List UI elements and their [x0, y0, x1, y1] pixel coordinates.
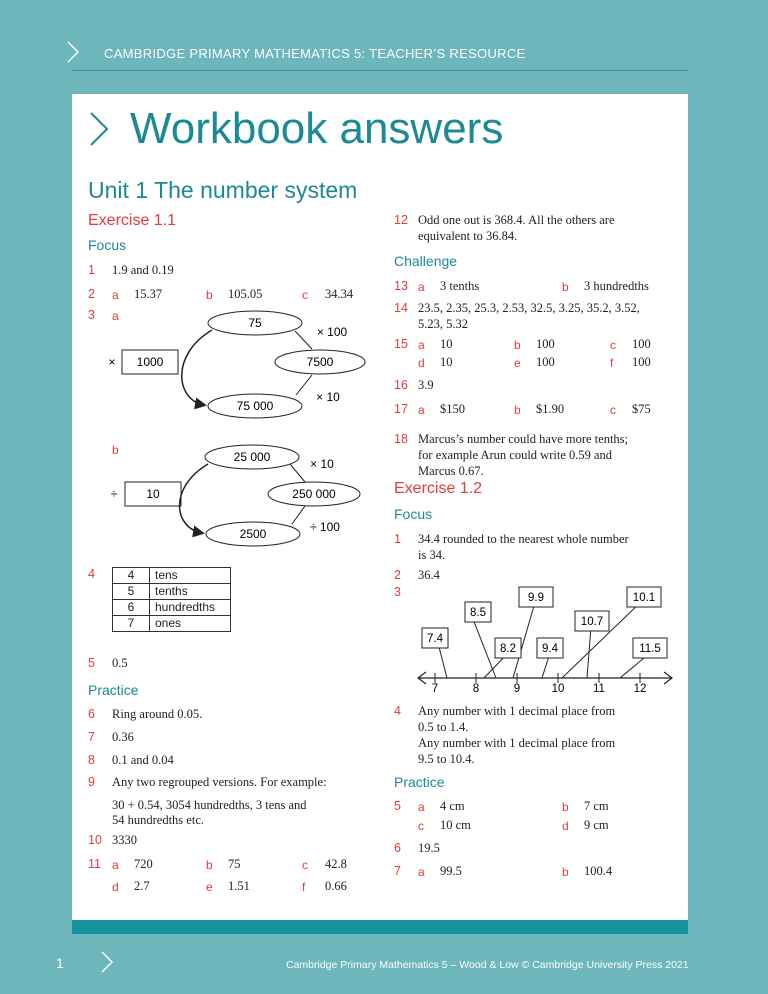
q12-answer: Odd one out is 368.4. All the others are: [418, 213, 615, 227]
e12-q5-answer-a: 4 cm: [440, 799, 465, 813]
q15-label-d: d: [418, 356, 425, 370]
practice-heading: Practice: [88, 682, 139, 698]
q13-label-b: b: [562, 280, 569, 294]
q10-answer: 3330: [112, 833, 137, 847]
q2-answer-c: 34.34: [325, 287, 354, 301]
diagram-a-mid-label: 7500: [306, 355, 334, 369]
q11-label-f: f: [302, 880, 306, 894]
e12-q1-answer-line2: is 34.: [418, 548, 446, 562]
q3-label-b: b: [112, 443, 119, 457]
q13-answer-a: 3 tenths: [440, 279, 480, 293]
tick-label-9: 9: [513, 683, 521, 695]
e12-q7-answer-b: 100.4: [584, 864, 613, 878]
tick-label-8: 8: [472, 683, 480, 695]
e12-q4-number: 4: [394, 704, 401, 718]
diagram-a-op2: × 10: [316, 390, 340, 404]
e12-q2-number: 2: [394, 568, 401, 582]
place-value-name: ones: [150, 616, 231, 632]
table-row: [113, 616, 231, 632]
diagram-a-box-label: 1000: [136, 355, 164, 369]
leader-8-5: [471, 614, 496, 678]
e12-q6-answer: 19.5: [418, 841, 440, 855]
place-value-digit: 7: [113, 616, 150, 632]
q2-answer-b: 105.05: [228, 287, 263, 301]
q15-label-c: c: [610, 338, 616, 352]
q11-label-d: d: [112, 880, 119, 894]
focus-heading: Focus: [88, 237, 127, 253]
q7-answer: 0.36: [112, 730, 134, 744]
footer-copyright: Cambridge Primary Mathematics 5 – Wood & Low © Cambridge University Press 2021: [286, 959, 689, 971]
diagram-b-arrow-left: [180, 464, 209, 533]
q5-number: 5: [88, 656, 95, 670]
place-value-name: tens: [150, 568, 231, 584]
e12-q5-answer-d: 9 cm: [584, 818, 609, 832]
e12-q7-number: 7: [394, 864, 401, 878]
q14-number: 14: [394, 301, 408, 315]
exercise-1-2-title: Exercise 1.2: [394, 480, 483, 497]
q13-label-a: a: [418, 280, 425, 294]
q17-answer-c: $75: [632, 402, 651, 416]
q17-label-a: a: [418, 403, 425, 417]
q1-answer: 1.9 and 0.19: [112, 263, 174, 277]
q7-number: 7: [88, 730, 95, 744]
q3-label-a: a: [112, 309, 119, 323]
e12-q5-answer-b: 7 cm: [584, 799, 609, 813]
q17-number: 17: [394, 402, 408, 416]
e12-q6-number: 6: [394, 841, 401, 855]
q13-answer-b: 3 hundredths: [584, 279, 649, 293]
q6-answer: Ring around 0.05.: [112, 707, 203, 721]
q15-label-b: b: [514, 338, 521, 352]
e12-q4-answer-line2: 0.5 to 1.4.: [418, 720, 469, 734]
tick-label-12: 12: [633, 683, 647, 695]
place-value-digit: 5: [113, 584, 150, 600]
q11-answer-e: 1.51: [228, 879, 250, 893]
number-line-diagram: [410, 585, 680, 695]
page-heading: Workbook answers: [130, 104, 504, 153]
header-rule: [72, 70, 688, 71]
label-11-5: 11.5: [639, 643, 661, 655]
q15-answer-e: 100: [536, 355, 555, 369]
e12-q7-label-a: a: [418, 865, 425, 879]
diagram-b-div-sign: ÷: [110, 487, 118, 501]
e12-q4-answer-line3: Any number with 1 decimal place from: [418, 736, 616, 750]
diagram-b-bot-label: 2500: [239, 527, 267, 541]
diagram-b-op1: × 10: [310, 457, 334, 471]
e12-q5-label-a: a: [418, 800, 425, 814]
q14-answer-line2: 5.23, 5.32: [418, 317, 468, 331]
q2-label-c: c: [302, 288, 308, 302]
q17-answer-a: $150: [440, 402, 465, 416]
e12-q2-answer: 36.4: [418, 568, 440, 582]
q2-answer-a: 15.37: [134, 287, 163, 301]
label-8-5: 8.5: [470, 607, 486, 619]
q1-number: 1: [88, 263, 95, 277]
e12-q5-answer-c: 10 cm: [440, 818, 471, 832]
q15-label-a: a: [418, 338, 425, 352]
tick-label-10: 10: [551, 683, 565, 695]
q18-number: 18: [394, 432, 408, 446]
diagram-b-op2: ÷ 100: [310, 520, 340, 534]
q10-number: 10: [88, 833, 102, 847]
q2-label-a: a: [112, 288, 119, 302]
label-8-2: 8.2: [500, 643, 516, 655]
diagram-a-arrow-top: [295, 331, 312, 349]
q9-number: 9: [88, 775, 95, 789]
q11-number: 11: [88, 857, 101, 871]
unit-title: Unit 1 The number system: [88, 177, 358, 203]
e12-q1-answer: 34.4 rounded to the nearest whole number: [418, 532, 629, 546]
heading-chevron-icon: [88, 110, 110, 148]
q8-number: 8: [88, 753, 95, 767]
table-row: [113, 584, 231, 600]
q15-label-f: f: [610, 356, 614, 370]
diagram-a-top-label: 75: [248, 316, 262, 330]
e12-q7-label-b: b: [562, 865, 569, 879]
label-7-4: 7.4: [427, 633, 443, 645]
place-value-digit: 4: [113, 568, 150, 584]
practice-heading-2: Practice: [394, 774, 445, 790]
q17-answer-b: $1.90: [536, 402, 565, 416]
q12-number: 12: [394, 213, 408, 227]
q16-answer: 3.9: [418, 378, 434, 392]
label-10-7: 10.7: [580, 616, 604, 628]
e12-q4-answer: Any number with 1 decimal place from: [418, 704, 616, 718]
tick-label-7: 7: [431, 683, 439, 695]
q11-label-c: c: [302, 858, 308, 872]
q11-answer-a: 720: [134, 857, 153, 871]
label-9-4: 9.4: [542, 643, 558, 655]
footer-bar: [72, 920, 688, 934]
focus-heading-2: Focus: [394, 506, 433, 522]
diagram-b: [100, 440, 390, 555]
q15-answer-b: 100: [536, 337, 555, 351]
e12-q5-label-d: d: [562, 819, 569, 833]
diagram-b-box-label: 10: [146, 487, 160, 501]
q12-answer-line2: equivalent to 36.84.: [418, 229, 518, 243]
e12-q5-label-c: c: [418, 819, 424, 833]
q15-answer-a: 10: [440, 337, 453, 351]
q17-label-c: c: [610, 403, 616, 417]
e12-q5-label-b: b: [562, 800, 569, 814]
q2-label-b: b: [206, 288, 213, 302]
place-value-table: [112, 567, 231, 632]
e12-q5-number: 5: [394, 799, 401, 813]
q11-label-b: b: [206, 858, 213, 872]
q14-answer: 23.5, 2.35, 25.3, 2.53, 32.5, 3.25, 35.2, 3.52,: [418, 301, 640, 315]
footer-chevron-icon: [100, 950, 114, 974]
place-value-digit: 6: [113, 600, 150, 616]
q15-label-e: e: [514, 356, 521, 370]
q18-answer-line3: Marcus 0.67.: [418, 464, 484, 478]
diagram-b-arrow-top: [290, 464, 305, 482]
page-number: 1: [56, 955, 64, 971]
q9-answer: Any two regrouped versions. For example:: [112, 775, 327, 789]
exercise-1-1-title: Exercise 1.1: [88, 212, 177, 229]
q6-number: 6: [88, 707, 95, 721]
e12-q4-answer-line4: 9.5 to 10.4.: [418, 752, 475, 766]
q5-answer: 0.5: [112, 656, 128, 670]
q18-answer: Marcus’s number could have more tenths;: [418, 432, 629, 446]
q18-answer-line2: for example Arun could write 0.59 and: [418, 448, 613, 462]
e12-q7-answer-a: 99.5: [440, 864, 462, 878]
diagram-a-arrow-left: [182, 330, 212, 405]
q11-answer-b: 75: [228, 857, 241, 871]
q16-number: 16: [394, 378, 408, 392]
place-value-name: tenths: [150, 584, 231, 600]
leader-10-7: [587, 627, 591, 678]
q4-number: 4: [88, 567, 95, 581]
q11-answer-f: 0.66: [325, 879, 347, 893]
diagram-a: [100, 305, 390, 435]
diagram-a-times-sign: ×: [108, 355, 116, 369]
q8-answer: 0.1 and 0.04: [112, 753, 174, 767]
header-chevron-icon: [66, 40, 80, 64]
diagram-b-top-label: 25 000: [233, 450, 271, 464]
e12-q1-number: 1: [394, 532, 401, 546]
table-row: [113, 600, 231, 616]
challenge-heading: Challenge: [394, 253, 458, 269]
q11-answer-c: 42.8: [325, 857, 347, 871]
place-value-name: hundredths: [150, 600, 231, 616]
tick-label-11: 11: [593, 683, 605, 695]
q9-answer-line2: 30 + 0.54, 3054 hundredths, 3 tens and: [112, 798, 307, 812]
header-title: CAMBRIDGE PRIMARY MATHEMATICS 5: TEACHER’S RESOURCE: [104, 46, 526, 61]
q17-label-b: b: [514, 403, 521, 417]
q11-answer-d: 2.7: [134, 879, 150, 893]
diagram-a-arrow-bot: [296, 375, 312, 395]
diagram-b-arrow-bot: [292, 506, 305, 524]
q13-number: 13: [394, 279, 408, 293]
q11-label-a: a: [112, 858, 119, 872]
table-row: [113, 568, 231, 584]
diagram-a-bot-label: 75 000: [236, 399, 274, 413]
diagram-b-mid-label: 250 000: [292, 487, 336, 501]
q15-answer-f: 100: [632, 355, 651, 369]
q15-answer-d: 10: [440, 355, 453, 369]
q15-number: 15: [394, 337, 408, 351]
label-9-9: 9.9: [528, 592, 544, 604]
q2-number: 2: [88, 287, 95, 301]
label-10-1: 10.1: [632, 592, 656, 604]
q11-label-e: e: [206, 880, 213, 894]
q3-number: 3: [88, 308, 95, 322]
e12-q3-number: 3: [394, 585, 401, 599]
q15-answer-c: 100: [632, 337, 651, 351]
q9-answer-line3: 54 hundredths etc.: [112, 813, 204, 827]
diagram-a-op1: × 100: [316, 325, 348, 339]
